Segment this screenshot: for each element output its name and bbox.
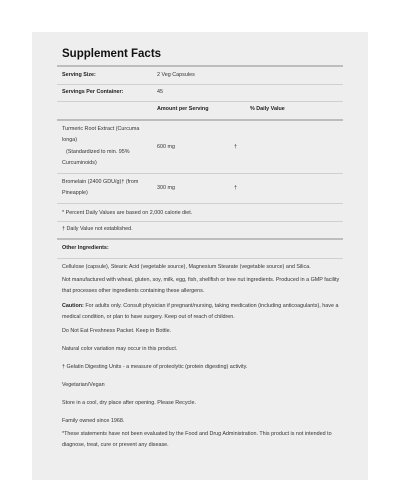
serving-size-value: 2 Veg Capsules <box>157 72 195 78</box>
color-variation-note: Natural color variation may occur in this product. <box>62 346 178 352</box>
column-header-daily-value: % Daily Value <box>250 106 285 112</box>
ingredient-name-line: Turmeric Root Extract (Curcuma <box>62 126 140 132</box>
supplement-facts-panel <box>32 32 368 480</box>
caution-label: Caution: <box>62 303 84 309</box>
title-divider <box>57 65 343 67</box>
freshness-note: Do Not Eat Freshness Packet. Keep in Bottle. <box>62 328 172 334</box>
divider <box>57 101 343 102</box>
divider <box>57 221 343 222</box>
allergen-note: Not manufactured with wheat, gluten, soy, milk, egg, fish, shellfish or tree nut ingredients. Produced in a GMP facility that processes other ingredients containing these allergens. <box>62 277 340 294</box>
ingredient-amount: 300 mg <box>157 185 175 191</box>
ingredient-name-line: Pineapple) <box>62 190 88 196</box>
diet-note: Vegetarian/Vegan <box>62 382 105 388</box>
section-divider <box>57 238 343 240</box>
divider <box>57 173 343 174</box>
ingredient-name-line: Curcuminoids) <box>62 160 97 166</box>
ingredient-name-line: (Standardized to min. 95% <box>66 149 130 155</box>
footnote-percent-dv: * Percent Daily Values are based on 2,000 calorie diet. <box>62 210 193 216</box>
ingredient-daily-value: † <box>234 185 237 191</box>
other-ingredients-heading: Other Ingredients: <box>62 245 109 251</box>
ingredient-daily-value: † <box>234 144 237 150</box>
serving-size-label: Serving Size: <box>62 72 96 78</box>
servings-per-container-value: 45 <box>157 89 163 95</box>
ingredient-name-line: longa) <box>62 137 77 143</box>
panel-title: Supplement Facts <box>62 48 162 60</box>
divider <box>57 203 343 204</box>
divider <box>57 258 343 259</box>
column-header-amount: Amount per Serving <box>157 106 209 112</box>
gdu-note: † Gelatin Digesting Units - a measure of proteolytic (protein digesting) activity. <box>62 364 248 370</box>
storage-note: Store in a cool, dry place after opening. Please Recycle. <box>62 400 196 406</box>
servings-per-container-label: Servings Per Container: <box>62 89 124 95</box>
ingredient-amount: 600 mg <box>157 144 175 150</box>
caution-text: For adults only. Consult physician if pregnant/nursing, taking medication (including anticoagulants), have a medical condition, or plan to have surgery. Keep out of reach of children. <box>62 303 339 320</box>
family-note: Family owned since 1968. <box>62 418 125 424</box>
footnote-dv-not-established: † Daily Value not established. <box>62 226 133 232</box>
divider <box>57 84 343 85</box>
other-ingredients-text: Cellulose (capsule), Stearic Acid (vegetable source), Magnesium Stearate (vegetable source) and Silica. <box>62 264 311 270</box>
header-divider <box>57 119 343 121</box>
ingredient-name-line: Bromelain (2400 GDU/g)† (from <box>62 179 139 185</box>
fda-disclaimer: *These statements have not been evaluated by the Food and Drug Administration. This product is not intended to diagnose, treat, cure or prevent any disease. <box>62 431 332 448</box>
caution-paragraph <box>62 301 342 322</box>
